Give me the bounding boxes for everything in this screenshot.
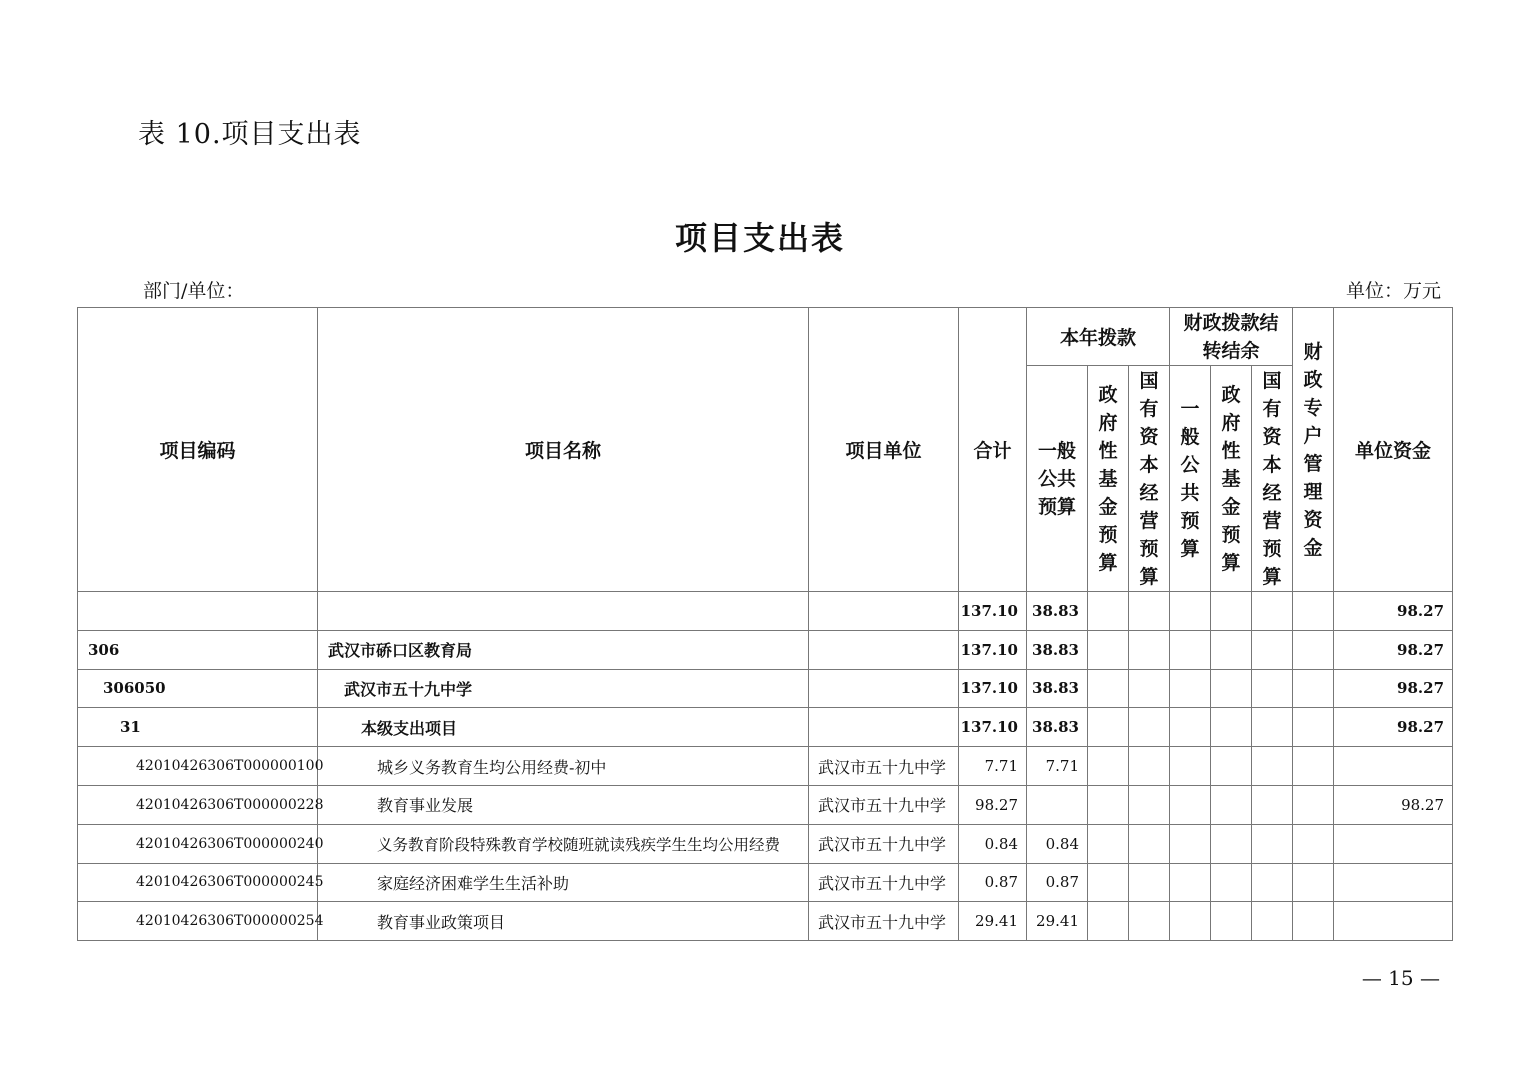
cell-gov-fund <box>1088 863 1129 902</box>
cell-carryover-gov-fund <box>1211 902 1252 941</box>
cell-carryover-state-capital <box>1252 708 1293 747</box>
table-row <box>78 824 1453 863</box>
page-number: — 15 — <box>1361 966 1440 990</box>
cell-special-account <box>1293 708 1334 747</box>
cell-unit-funds: 98.27 <box>1334 669 1453 708</box>
cell-gov-fund <box>1088 902 1129 941</box>
header-carryover <box>1170 308 1293 366</box>
cell-name: 本级支出项目 <box>318 708 809 747</box>
cell-name: 教育事业政策项目 <box>318 902 809 941</box>
table-row <box>78 785 1453 824</box>
cell-state-capital <box>1129 785 1170 824</box>
cell-unit-funds <box>1334 902 1453 941</box>
cell-gov-fund <box>1088 747 1129 786</box>
cell-special-account <box>1293 630 1334 669</box>
table-row <box>78 630 1453 669</box>
cell-general-budget: 38.83 <box>1027 669 1088 708</box>
cell-general-budget: 7.71 <box>1027 747 1088 786</box>
cell-name: 义务教育阶段特殊教育学校随班就读残疾学生生均公用经费 <box>318 824 809 863</box>
cell-total: 137.10 <box>959 669 1027 708</box>
cell-unit: 武汉市五十九中学 <box>809 824 959 863</box>
cell-general-budget: 29.41 <box>1027 902 1088 941</box>
cell-gov-fund <box>1088 824 1129 863</box>
header-carryover-general-budget <box>1170 366 1211 592</box>
cell-name: 武汉市硚口区教育局 <box>318 630 809 669</box>
cell-name: 教育事业发展 <box>318 785 809 824</box>
cell-carryover-gov-fund <box>1211 708 1252 747</box>
cell-carryover-gov-fund <box>1211 592 1252 631</box>
currency-unit-label: 单位：万元 <box>1345 280 1441 302</box>
cell-carryover-state-capital <box>1252 747 1293 786</box>
header-gov-fund-label: 政府性基金预算 <box>1098 383 1118 574</box>
cell-code: 42010426306T000000100 <box>78 747 318 786</box>
cell-carryover-gov-fund <box>1211 630 1252 669</box>
cell-carryover-general <box>1170 785 1211 824</box>
cell-carryover-general <box>1170 708 1211 747</box>
cell-unit-funds: 98.27 <box>1334 785 1453 824</box>
cell-carryover-state-capital <box>1252 630 1293 669</box>
cell-unit <box>809 669 959 708</box>
cell-code: 42010426306T000000240 <box>78 824 318 863</box>
cell-special-account <box>1293 824 1334 863</box>
cell-special-account <box>1293 669 1334 708</box>
header-special-account <box>1293 308 1334 592</box>
cell-total: 7.71 <box>959 747 1027 786</box>
cell-carryover-gov-fund <box>1211 669 1252 708</box>
cell-unit <box>809 592 959 631</box>
cell-carryover-state-capital <box>1252 785 1293 824</box>
table-row <box>78 747 1453 786</box>
header-gov-fund <box>1088 366 1129 592</box>
cell-unit-funds <box>1334 824 1453 863</box>
cell-code: 306 <box>78 630 318 669</box>
header-carryover-general-budget-label: 一般公共预算 <box>1180 397 1200 560</box>
cell-gov-fund <box>1088 669 1129 708</box>
header-total: 合计 <box>959 308 1027 592</box>
header-general-budget <box>1027 366 1088 592</box>
cell-carryover-gov-fund <box>1211 824 1252 863</box>
cell-carryover-general <box>1170 630 1211 669</box>
table-row <box>78 863 1453 902</box>
cell-name: 城乡义务教育生均公用经费-初中 <box>318 747 809 786</box>
cell-state-capital <box>1129 669 1170 708</box>
cell-total: 0.84 <box>959 824 1027 863</box>
cell-special-account <box>1293 592 1334 631</box>
cell-special-account <box>1293 863 1334 902</box>
cell-general-budget: 38.83 <box>1027 592 1088 631</box>
cell-state-capital <box>1129 708 1170 747</box>
header-carryover-state-capital <box>1252 366 1293 592</box>
header-state-capital-label: 国有资本经营预算 <box>1139 369 1159 588</box>
project-expenditure-table <box>77 307 1453 941</box>
cell-code: 306050 <box>78 669 318 708</box>
header-special-account-label: 财政专户管理资金 <box>1303 340 1323 559</box>
cell-carryover-gov-fund <box>1211 863 1252 902</box>
cell-unit <box>809 708 959 747</box>
cell-state-capital <box>1129 747 1170 786</box>
cell-name <box>318 592 809 631</box>
cell-carryover-state-capital <box>1252 669 1293 708</box>
header-general-budget-label: 一般公共预算 <box>1037 439 1076 518</box>
cell-unit-funds <box>1334 863 1453 902</box>
department-label: 部门/单位： <box>143 280 245 302</box>
cell-code <box>78 592 318 631</box>
cell-carryover-general <box>1170 747 1211 786</box>
page-title: 项目支出表 <box>674 219 845 257</box>
cell-total: 137.10 <box>959 708 1027 747</box>
cell-name: 家庭经济困难学生生活补助 <box>318 863 809 902</box>
cell-carryover-general <box>1170 902 1211 941</box>
cell-general-budget: 38.83 <box>1027 708 1088 747</box>
cell-state-capital <box>1129 824 1170 863</box>
cell-special-account <box>1293 902 1334 941</box>
cell-carryover-state-capital <box>1252 824 1293 863</box>
cell-carryover-gov-fund <box>1211 785 1252 824</box>
cell-code: 42010426306T000000245 <box>78 863 318 902</box>
cell-carryover-general <box>1170 863 1211 902</box>
header-carryover-label: 财政拨款结转结余 <box>1183 311 1279 362</box>
cell-unit-funds <box>1334 747 1453 786</box>
cell-total: 29.41 <box>959 902 1027 941</box>
cell-unit: 武汉市五十九中学 <box>809 863 959 902</box>
cell-state-capital <box>1129 630 1170 669</box>
cell-state-capital <box>1129 902 1170 941</box>
cell-carryover-general <box>1170 592 1211 631</box>
cell-general-budget: 0.87 <box>1027 863 1088 902</box>
cell-unit <box>809 630 959 669</box>
header-carryover-state-capital-label: 国有资本经营预算 <box>1262 369 1282 588</box>
section-caption: 表 10.项目支出表 <box>138 119 362 150</box>
table-row <box>78 902 1453 941</box>
header-code: 项目编码 <box>78 308 318 592</box>
cell-general-budget: 38.83 <box>1027 630 1088 669</box>
cell-unit-funds: 98.27 <box>1334 592 1453 631</box>
cell-gov-fund <box>1088 785 1129 824</box>
cell-total: 137.10 <box>959 592 1027 631</box>
cell-state-capital <box>1129 863 1170 902</box>
cell-state-capital <box>1129 592 1170 631</box>
cell-name: 武汉市五十九中学 <box>318 669 809 708</box>
table-row <box>78 708 1453 747</box>
cell-gov-fund <box>1088 592 1129 631</box>
header-current-year: 本年拨款 <box>1027 308 1170 366</box>
cell-gov-fund <box>1088 708 1129 747</box>
cell-carryover-state-capital <box>1252 863 1293 902</box>
header-name: 项目名称 <box>318 308 809 592</box>
header-carryover-gov-fund <box>1211 366 1252 592</box>
header-unit: 项目单位 <box>809 308 959 592</box>
header-state-capital <box>1129 366 1170 592</box>
cell-total: 0.87 <box>959 863 1027 902</box>
cell-special-account <box>1293 785 1334 824</box>
header-carryover-gov-fund-label: 政府性基金预算 <box>1221 383 1241 574</box>
table-row <box>78 592 1453 631</box>
cell-carryover-gov-fund <box>1211 747 1252 786</box>
cell-special-account <box>1293 747 1334 786</box>
cell-total: 98.27 <box>959 785 1027 824</box>
cell-general-budget: 0.84 <box>1027 824 1088 863</box>
cell-unit: 武汉市五十九中学 <box>809 902 959 941</box>
cell-total: 137.10 <box>959 630 1027 669</box>
cell-carryover-general <box>1170 669 1211 708</box>
cell-general-budget <box>1027 785 1088 824</box>
cell-unit: 武汉市五十九中学 <box>809 747 959 786</box>
cell-unit: 武汉市五十九中学 <box>809 785 959 824</box>
table-row <box>78 669 1453 708</box>
cell-unit-funds: 98.27 <box>1334 708 1453 747</box>
cell-code: 42010426306T000000228 <box>78 785 318 824</box>
cell-unit-funds: 98.27 <box>1334 630 1453 669</box>
cell-code: 31 <box>78 708 318 747</box>
cell-carryover-state-capital <box>1252 902 1293 941</box>
header-unit-funds: 单位资金 <box>1334 308 1453 592</box>
cell-carryover-state-capital <box>1252 592 1293 631</box>
cell-carryover-general <box>1170 824 1211 863</box>
cell-gov-fund <box>1088 630 1129 669</box>
cell-code: 42010426306T000000254 <box>78 902 318 941</box>
